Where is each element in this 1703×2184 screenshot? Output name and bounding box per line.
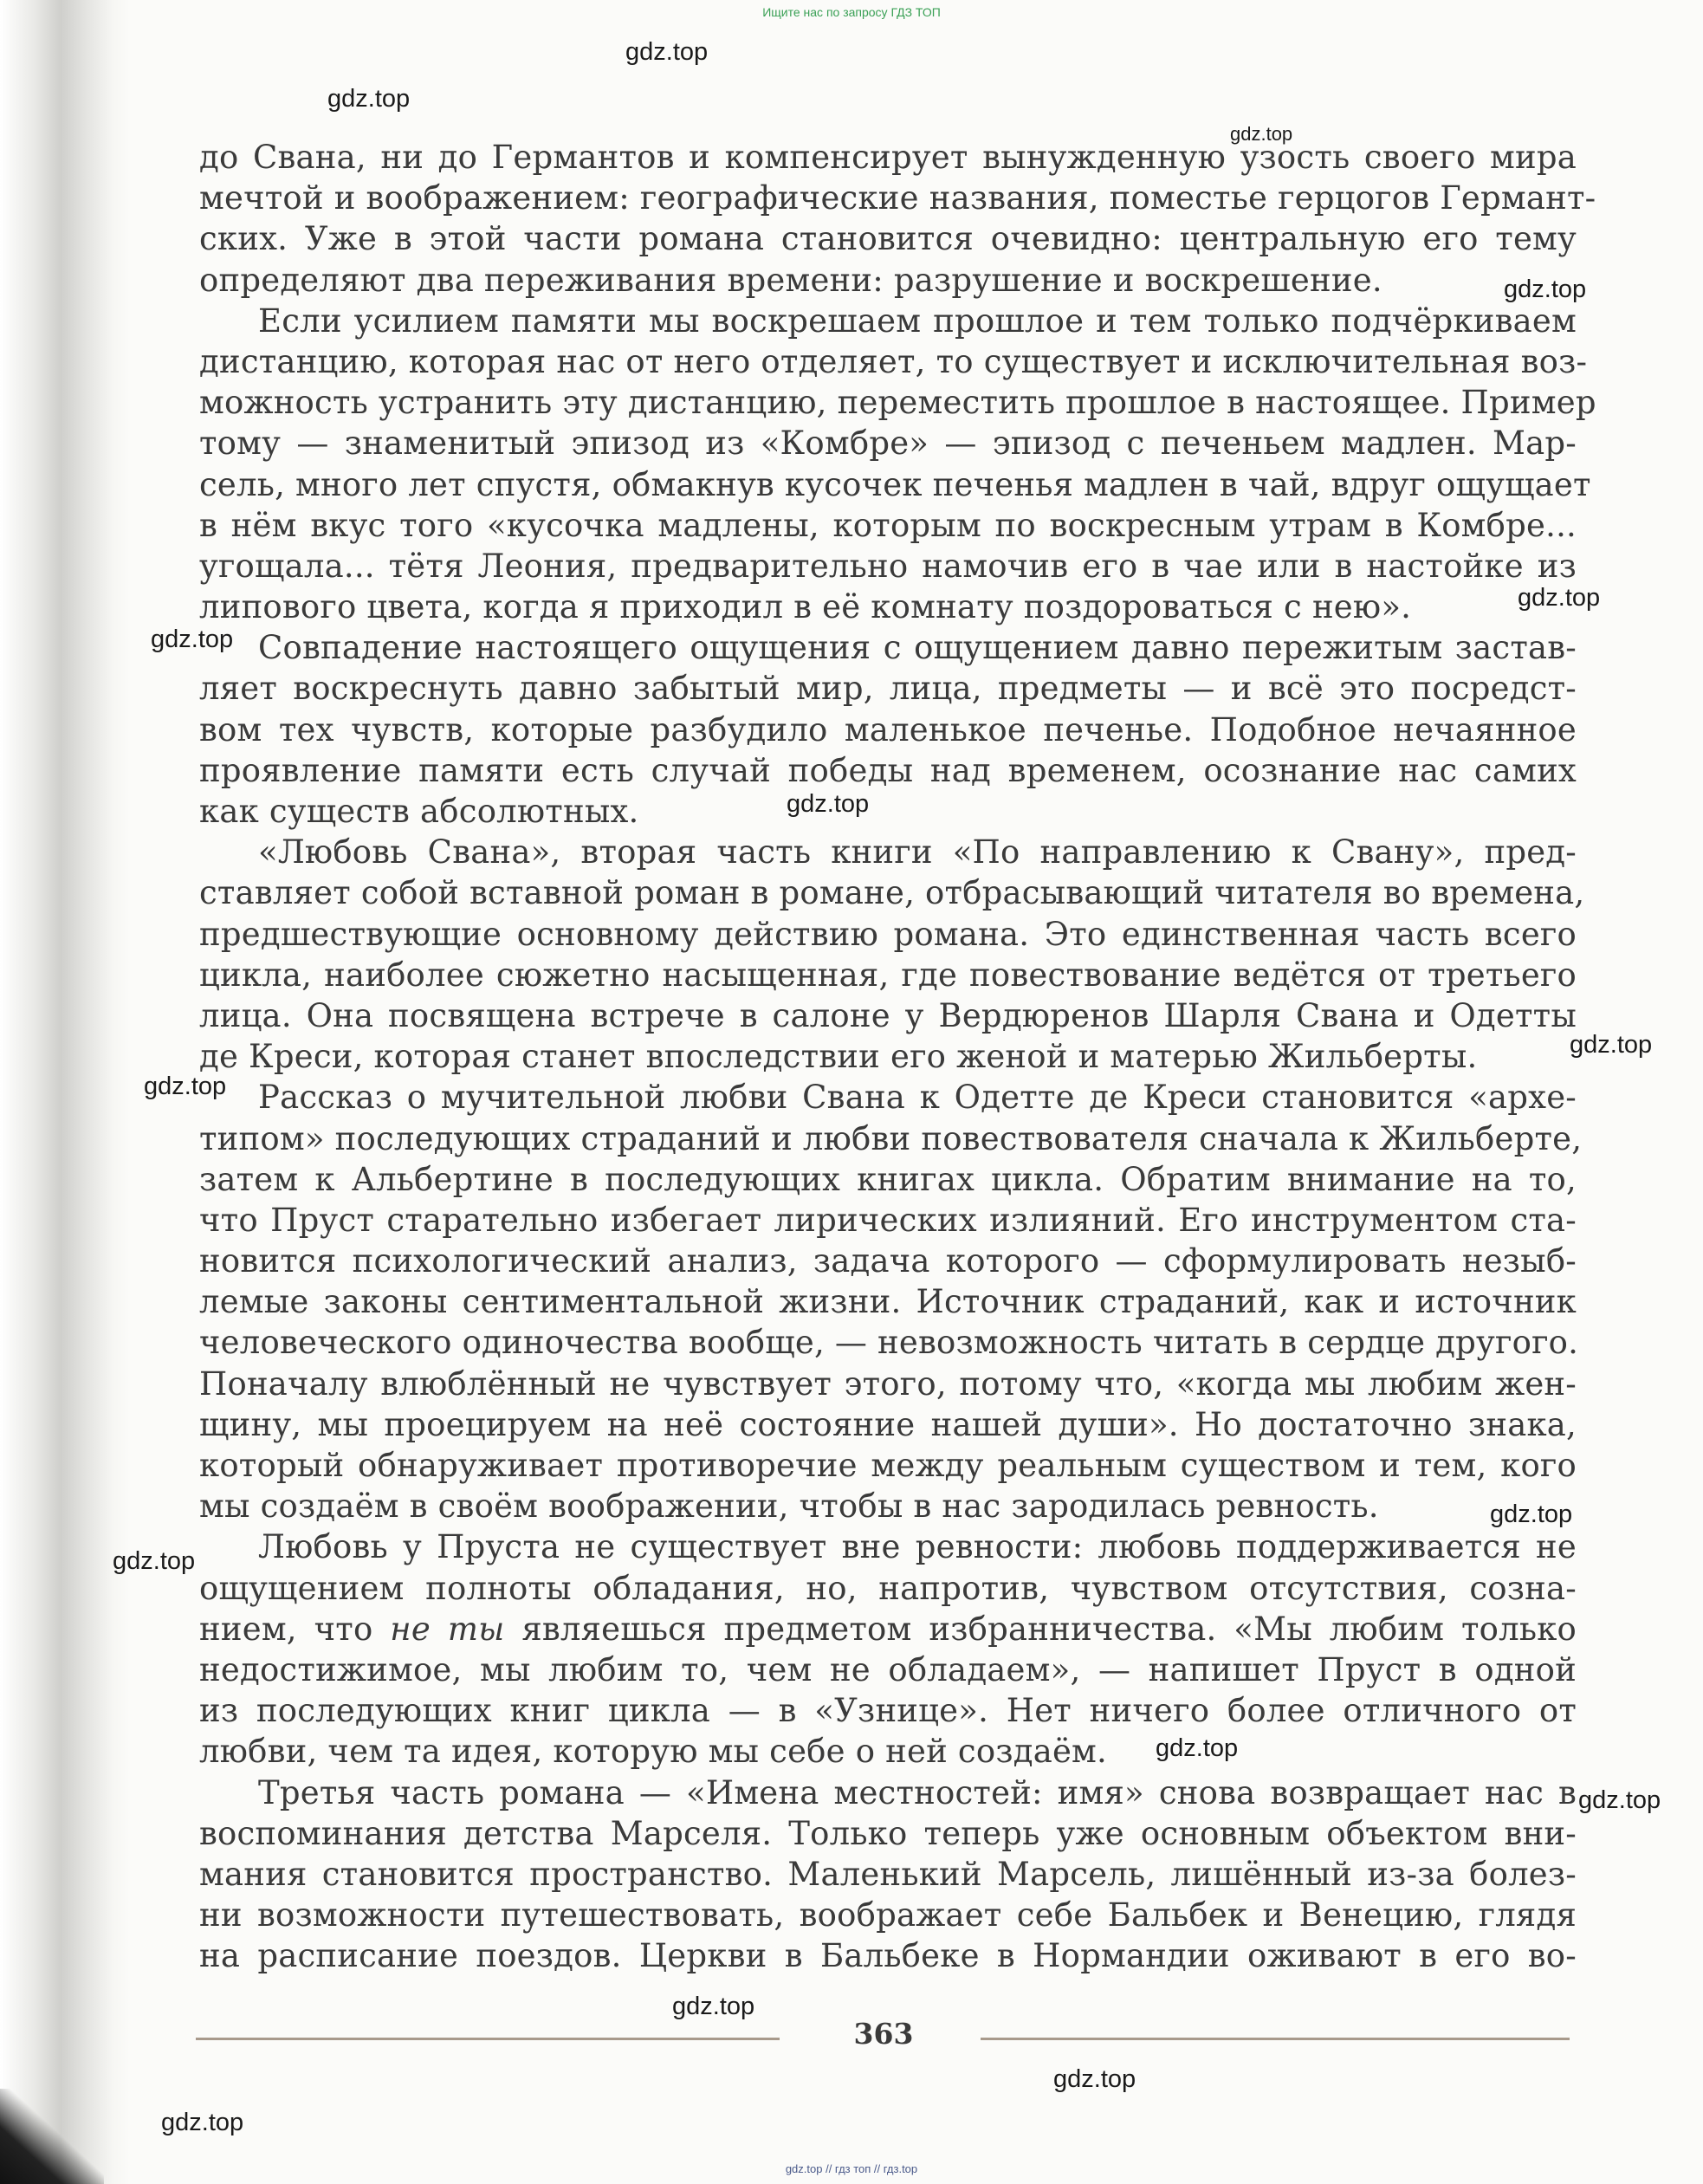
watermark: gdz.top: [1230, 123, 1293, 145]
watermark: gdz.top: [113, 1547, 196, 1575]
watermark: gdz.top: [1156, 1734, 1239, 1762]
text-line: можность устранить эту дистанцию, переместить прошлое в настоящее. Пример: [199, 384, 1596, 422]
page-number: 363: [853, 2017, 914, 2051]
footer-rule-right: [981, 2038, 1570, 2040]
text-line: типом» последующих страданий и любви повествователя сначала к Жильберте,: [199, 1119, 1583, 1157]
text-line: в нём вкус того «кусочка мадлены, которым по воскресным утрам в Комбре...: [199, 506, 1577, 544]
text-line: новится психологический анализ, задача которого — сформулировать незыб-: [199, 1242, 1577, 1280]
text-line: дистанцию, которая нас от него отделяет, то существует и исключительная воз-: [199, 342, 1588, 380]
watermark: gdz.top: [144, 1073, 227, 1100]
text-line: ощущением полноты обладания, но, напротив, чувством отсутствия, созна-: [199, 1569, 1577, 1607]
text-line: Поначалу влюблённый не чувствует этого, потому что, «когда мы любим жен-: [199, 1364, 1577, 1403]
watermark: gdz.top: [1570, 1031, 1653, 1059]
watermark: gdz.top: [1578, 1786, 1661, 1814]
text-line: как существ абсолютных.: [199, 793, 639, 830]
text-line: Любовь у Пруста не существует вне ревности: любовь поддерживается не: [258, 1528, 1577, 1566]
text-line: Рассказ о мучительной любви Свана к Одетте де Креси становится «архе-: [258, 1079, 1577, 1117]
text-line: вом тех чувств, которые разбудило маленькое печенье. Подобное нечаянное: [199, 710, 1577, 749]
text-line: любви, чем та идея, которую мы себе о ней создаём.: [199, 1733, 1107, 1771]
text-segment: нием, что: [199, 1610, 373, 1648]
spine-shadow: [0, 0, 130, 2184]
top-notice: Ищите нас по запросу ГДЗ ТОП: [762, 5, 941, 19]
text-line: мания становится пространство. Маленький Марсель, лишённый из-за болез-: [199, 1855, 1577, 1893]
text-line: Совпадение настоящего ощущения с ощущением давно пережитым застав-: [258, 629, 1577, 667]
watermark: gdz.top: [625, 38, 709, 66]
text-line: который обнаруживает противоречие между реальным существом и тем, кого: [199, 1447, 1577, 1484]
text-segment: являешься предметом избранничества. «Мы любим только: [521, 1610, 1577, 1648]
text-line: проявление памяти есть случай победы над временем, осознание нас самих: [199, 751, 1577, 789]
text-line: угощала... тётя Леония, предварительно намочив его в чае или в настойке из: [199, 547, 1577, 585]
text-line: воспоминания детства Марселя. Только теперь уже основным объектом вни-: [199, 1814, 1577, 1852]
bottom-notice: gdz.top // гдз топ // гдз.top: [785, 2162, 918, 2175]
text-line: де Креси, которая станет впоследствии его женой и матерью Жильберты.: [199, 1038, 1478, 1076]
text-line: лица. Она посвящена встрече в салоне у Вердюренов Шарля Свана и Одетты: [199, 996, 1577, 1034]
body-text: [199, 137, 1596, 1976]
text-line: затем к Альбертине в последующих книгах цикла. Обратим внимание на то,: [199, 1160, 1577, 1198]
italic-emphasis: не ты: [390, 1610, 505, 1648]
text-line: недостижимое, мы любим то, чем не обладаем», — напишет Пруст в одной: [199, 1650, 1577, 1688]
text-line: Третья часть романа — «Имена местностей: имя» снова возвращает нас в: [258, 1773, 1577, 1811]
text-line: ских. Уже в этой части романа становится очевидно: центральную его тему: [199, 220, 1577, 258]
watermark: gdz.top: [1504, 275, 1587, 303]
watermark: gdz.top: [1518, 584, 1601, 612]
text-line: ставляет собой вставной роман в романе, отбрасывающий читателя во времена,: [199, 874, 1585, 912]
text-line: из последующих книг цикла — в «Узнице». Нет ничего более отличного от: [199, 1692, 1577, 1730]
text-line: «Любовь Свана», вторая часть книги «По направлению к Свану», пред-: [258, 833, 1577, 872]
text-line: ни возможности путешествовать, воображает себе Бальбек и Венецию, глядя: [199, 1896, 1577, 1934]
footer-rule-left: [196, 2038, 780, 2040]
text-line: тому — знаменитый эпизод из «Комбре» — эпизод с печеньем мадлен. Мар-: [199, 424, 1577, 463]
text-line: предшествующие основному действию романа. Это единственная часть всего: [199, 915, 1577, 953]
text-line: цикла, наиболее сюжетно насыщенная, где повествование ведётся от третьего: [199, 956, 1577, 994]
text-line: что Пруст старательно избегает лирических излияний. Его инструментом ста-: [199, 1201, 1577, 1239]
watermark: gdz.top: [1053, 2065, 1136, 2093]
watermark: gdz.top: [151, 625, 234, 653]
text-line: на расписание поездов. Церкви в Бальбеке в Нормандии оживают в его во-: [199, 1937, 1577, 1975]
text-line: липового цвета, когда я приходил в её комнату поздороваться с нею».: [199, 588, 1412, 626]
watermark: gdz.top: [787, 790, 870, 818]
watermark: gdz.top: [161, 2109, 244, 2136]
text-line: определяют два переживания времени: разрушение и воскрешение.: [199, 261, 1382, 299]
text-line: до Свана, ни до Германтов и компенсирует вынужденную узость своего мира: [199, 139, 1577, 176]
text-line: мы создаём в своём воображении, чтобы в нас зародилась ревность.: [199, 1487, 1379, 1526]
text-line: Если усилием памяти мы воскрешаем прошлое и тем только подчёркиваем: [258, 301, 1577, 340]
text-line: сель, много лет спустя, обмакнув кусочек печенья мадлен в чай, вдруг ощущает: [199, 465, 1591, 503]
watermark: gdz.top: [327, 85, 411, 113]
text-line: щину, мы проецируем на неё состояние нашей души». Но достаточно знака,: [199, 1405, 1577, 1443]
text-line: [199, 1609, 1577, 1649]
watermark: gdz.top: [1490, 1500, 1573, 1528]
text-line: ляет воскреснуть давно забытый мир, лица, предметы — и всё это посредст-: [199, 670, 1577, 708]
text-line: человеческого одиночества вообще, — невозможность читать в сердце другого.: [199, 1324, 1579, 1362]
watermark: gdz.top: [672, 1993, 755, 2020]
text-line: лемые законы сентиментальной жизни. Источник страданий, как и источник: [199, 1283, 1577, 1321]
text-line: мечтой и воображением: географические названия, поместье герцогов Германт-: [199, 179, 1596, 217]
